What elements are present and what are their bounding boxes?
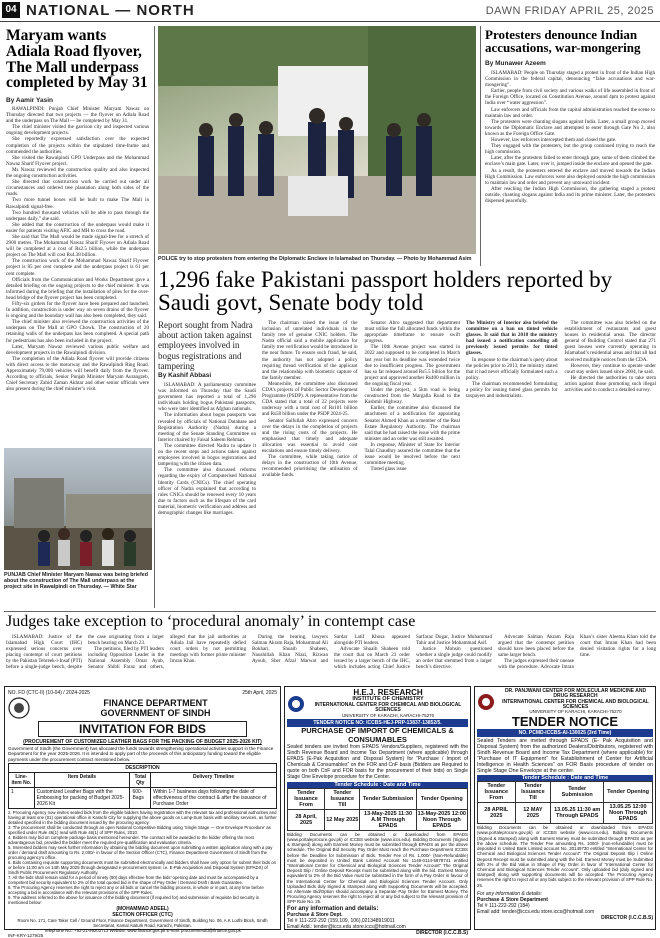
hej-tel: Tel # 111-222-292 (159,109, 106),021348919011 — [287, 917, 395, 924]
protest-photo-icon — [158, 26, 476, 254]
col-header: Tender Submission — [360, 788, 416, 809]
passport-deck: Report sought from Nadra about action taken against employees involved in bogus registrations and tampering — [158, 320, 253, 371]
ad-clauses — [8, 810, 277, 906]
section-title: NATIONAL — NORTH — [26, 2, 195, 19]
col-header: Tender Issuance Till — [325, 788, 360, 809]
paragraph: Advocate Shoaib Shaheen told the court that on March 23 order issued by a larger bench of the IHC, which includes acting Chief Justice Sarfaraz Dogar, Justice Muhammad Tahir and Justice Mohammad Asif. — [334, 634, 492, 671]
hej-body: Sealed tenders are invited from EPADS Vendors/Suppliers, registered with the Sindh Revenue Board and Income Tax Department (where applicable) through EPADS (E-Pak Acquisition and Disposal System) for “Purchase / Import of Chemicals & Consumables” on the FOR and CnF basis (Bidders are Required to quote on both CnF and FOR basis for the procurement of their bids) on Single Stage One Envelope procedure for the Center. — [287, 744, 468, 780]
paragraph: The committee, while taking notice of delays in the construction of 10th Avenue, recommended prioritising the utilisation of available funds. — [262, 454, 358, 479]
paragraph: Officials from the Communication and Works Department gave a detailed briefing on the ongoing projects to the chief minister. It was informed during the briefing that the installation of piles for the over-head bridge of the flyover project has been completed. — [6, 276, 149, 301]
paragraph: They engaged with the protesters, but the group continued trying to reach the high commission. — [485, 143, 655, 156]
ad-title: INVITATION FOR BIDS — [38, 721, 247, 737]
finance-bid-ad — [4, 686, 281, 938]
ad-address: Room No. 171, Care Taker Cell / Ground Floor, Finance Department, Government of Sindh, Building No. 06, A.K Lodhi Block, Sindh Secretariat, Kamal Ataturk Road, Karachi, Pakistan. — [17, 918, 268, 929]
paragraph: The chairman raised the issue of the inclusion of unrelated individuals in the family tree of genuine CNIC holders. The Nadra official said a mobile application for family tree verification would be introduced in the near future. To ensure such fraud, he said, the authority has not adopted a policy requiring thread verification of the applicant and the relationship with biometric capture of the family member. — [262, 320, 358, 381]
ad-contact: Telephone No.: +92-21-99203713 Website: www.finance.gos.pk E-mail: procurementfd@finance.gos.pk — [44, 928, 241, 934]
panjwani-no: NO. PCMD-ICCBS-AI-130025 (3rd Time) — [477, 729, 653, 737]
paragraph: The construction work of the Mohammad Nawaz Sharif Flyover project is 85 per cent complete and the underpass project is 61 per cent complete. — [6, 258, 149, 277]
col-header: Line- item No. — [9, 773, 35, 788]
table-cell: 13.05.25 11:30 am Through EPADS — [551, 803, 604, 824]
hej-tender-ad — [284, 686, 471, 936]
passport-headline[interactable]: 1,296 fake Pakistani passport holders reported by Saudi govt, Senate body told — [158, 267, 613, 316]
panjwani-notes: Bidding Documents can be obtained or downloaded from EPADS (www.portaleprocure.gov.pk) or ICCBS website (www.iccs.edu). Bidding Documents (Signed & Stamped) along with Earnest Money must be submitted through EPADS as per the above schedule. The Tender Fee amounting Rs. 1000/- (non-refundable) must be deposited in United Bank Limited account No. 20149730 entitled “International Center for Chemical and Biological Sciences Tender Account”. The Original Deposit Slip / Online Deposit Receipt must be submitted along with the bid. Earnest Money must be Submitted with 2% of the Bid Value in Shape of Pay Order in favor of “International Center for Chemical and Biological Sciences Tender Account”. Only uploaded bid (duly signed and stamped) along with supporting documents will be accepted. The Procuring Agency reserves the right to reject all or any bids subject to the relevant provision of SPP Rule No. 25. — [477, 825, 653, 888]
paragraph: Earlier, the committee also discussed the attachment of a notification for appointing Senator Ahmed Khan as a member of the Real Estate Regulatory Authority. The chairman said that he had raised the issue with the prime minister and an order was still awaited. — [364, 405, 460, 442]
table-row — [9, 788, 277, 809]
paragraph: Meanwhile, the committee also discussed CDA’s projects of Public Sector Development Programme (PSDP). A representative from the CDA stated that a total of 22 projects were underway with a total cost of Rs101 billion and Rs58 billion under the PSDP 2024-25. — [262, 380, 358, 418]
paragraph: After reaching the Indian High Commission, the gathering staged a protest outside, chanting slogans against India and its prime minister. Later, the protesters dispersed peacefully. — [485, 185, 655, 204]
ad-dept: FINANCE DEPARTMENT — [103, 698, 208, 708]
paragraph: During the hearing, lawyers Salman Akram Raja, Mohammad Ali Bokhari, Shoaib Shaheen, Naushillah Khan Niazi, Rizwan Ayoub, Sher Afzal Marwat and Sardar Latif Khosa appeared alongside PTI leaders. — [252, 634, 410, 665]
col-header: Tender Opening — [416, 788, 467, 809]
flyover-byline: By Aamir Yasin — [6, 97, 53, 104]
construction-photo-icon — [4, 448, 152, 570]
ad-clause: 4. Bidders may bid on complete package basis mentioned hereunder. The contract will be awarded to the bidder offering the most advantageous bid, provided the bidder meet the required pre-qualification and evaluation criteria. — [8, 835, 254, 846]
panjwani-masthead — [477, 689, 653, 715]
paragraph: However, law enforcers intercepted them and closed the gate. — [491, 137, 617, 144]
paragraph: Earlier, people from civil society and various walks of life assembled in front of the Foreign Office, located on Constitution Avenue, around 4pm to protest against India over “water aggression”. — [485, 88, 655, 107]
ad-desc-header: DESCRIPTION — [9, 764, 277, 773]
hej-purchase: PURCHASE OF IMPORT OF CHEMICALS & CONSUMABLES — [301, 726, 454, 744]
passport-byline: By Kashif Abbasi — [158, 372, 212, 379]
col-header: Tender Issuance Till — [515, 782, 551, 803]
table-cell: 12 May 2025 — [325, 809, 360, 830]
panjwani-schedule-title: Tender Schedule : Date and Time — [477, 775, 653, 781]
paragraph: Later, after the protesters failed to enter through gate, some of them climbed the enclave’s main gate. Later, over it, jumped inside the enclave and opened the gate. — [485, 155, 655, 168]
ad-officer: (MOHAMMAD ADEEL) — [116, 906, 169, 913]
ad-topline — [8, 690, 277, 696]
flyover-photo — [4, 448, 152, 570]
table-cell: 13.05.25 12:00 Noon Through EPADS — [604, 803, 653, 824]
panjwani-info: For any information & details: — [477, 891, 543, 898]
paragraph: In response, Minister of State for Interior Talal Chaudhry assured the committee that the issue would be resolved before the next committee meeting. — [364, 441, 460, 467]
ad-clause: 2. Procuring Agency now invites sealed bids from the eligible bidders having registration with the relevant tax and professional authorities and having at least one (01) operational office in Karachi City for supplying the above goods on Lump-Sum basis with ancillary services, as further detailed specified in the bidding document issued by the procuring agency. — [8, 810, 277, 826]
col-header: Item Details — [34, 773, 130, 788]
col-header: Tender Opening — [604, 782, 653, 803]
paragraph: Ms Nawaz reviewed the construction quality and also inspected the ongoing construction activities. — [6, 166, 149, 180]
table-cell: Within 1-7 business days following the date of effectiveness of the contract & after the issuance of Purchase Order — [151, 788, 277, 809]
col-header: Tender Issuance From — [478, 782, 516, 803]
protest-byline: By Munawer Azeem — [485, 60, 546, 67]
edition-date: DAWN FRIDAY APRIL 25, 2025 — [485, 5, 654, 17]
protest-body — [485, 70, 655, 266]
panjwani-uni: UNIVERSITY OF KARACHI, KARACHI-75270 — [529, 709, 622, 714]
paragraph: She added that the construction of the underpass would make it easier for patients visiting AFIC and MH to cross the road. — [6, 221, 149, 234]
page-number: 04 — [2, 2, 20, 18]
paragraph: She said that The Mall would be made signal-free for a stretch of 2900 metres. The Mohammad Nawaz Sharif Flyover on Adiala Road will be completed at a cost of Rs2.5 billion, while the underpass project on The Mall will cost Rs4.38 billion. — [6, 233, 149, 259]
paragraph: However, they continue to operate under court stay orders issued since 2004, he said. — [564, 362, 656, 375]
col-header: Tender Submission — [551, 782, 604, 803]
paragraph: Two more tunnel boxes will be built to make The Mall in Rawalpindi signal-free. — [6, 197, 149, 210]
panjwani-body: Sealed Tenders are invited through EPADS (E- Pak Acquisition and Disposal System) from the authorized Dealers/Distributors, registered with Sindh Revenue Board and Income Tax Department (where applicable) for “Purchase of IT Equipment” for Establishment of Center for Artificial Intelligence in Health Sciences” on FOR Basis procedure of tender on Single Stage One Envelope at the center. — [477, 737, 653, 775]
paragraph: In response to the chairman’s query about the policies prior to 2013, the ministry stated that it had never officially formulated such a policy. — [466, 356, 558, 381]
paragraph: The petitions, filed by PTI leaders including Opposition Leader in the National Assembly Omar Ayub, Senator Shibli Faraz and others, alleged that the jail authorities at Adiala Jail have repeatedly defied court orders by not permitting meetings with former prime minister Imran Khan. — [88, 634, 246, 671]
paragraph: The committee directed Nadra to update it on the recent steps and actions taken against employees involved in bogus registrations and tampering with the citizen data. — [158, 442, 256, 468]
paragraph: She reportedly expressed satisfaction over the expected completion of the projects within the stipulated time-frame and commended the authorities. — [6, 136, 149, 155]
column-rule — [480, 26, 481, 266]
paragraph: ISLAMABAD: People on Thursday staged a protest in front of the Indian High Commission in the federal capital, denouncing “false accusations and war-mongering”. — [485, 70, 655, 89]
protest-headline[interactable]: Protesters denounce Indian accusations, war-mongering — [485, 27, 641, 56]
hej-schedule-table — [287, 788, 468, 831]
table-cell: 28 April, 2025 — [288, 809, 325, 830]
paragraph: RAWALPINDI: Punjab Chief Minister Maryam Nawaz on Thursday directed that two projects — the flyover on Adiala Road and the underpass on The Mall — be completed by May 31. — [6, 106, 149, 125]
table-cell: 12 MAY 2025 — [515, 803, 551, 824]
hej-email: Email Add.: tender@iccs.edu store.iccs@hotmail.com — [287, 923, 406, 930]
section-rule — [4, 611, 656, 612]
paragraph: The chairman recommended formulating a policy for issuing tinted glass permits for taxpayers and industrialists. — [466, 380, 558, 400]
panjwani-name: DR. PANJWANI CENTER FOR MOLECULAR MEDICINE AND DRUG RESEARCH — [504, 688, 647, 700]
contempt-body — [6, 634, 656, 684]
passport-body-end — [466, 320, 656, 608]
hej-info: For any information and details: — [287, 905, 379, 912]
passport-body-mid — [262, 320, 460, 608]
ad-clause: 8. The Procuring Agency reserves the right to reject any or all bids or cancel the bidding process, in whole or in part, at any time before accepting a bid in accordance with the relevant provisions of the SPP Rules. — [8, 885, 264, 896]
ad-clause: 3. The procurement shall be conducted through an open National Competitive Bidding using ‘Single Stage — One Envelope Procedure’ as specified under Rule 46(1) read with Rule 46(1) of SPP Rules, 2010. — [8, 825, 271, 836]
ad-ref: NO. FD (CTC-II) (10-04) / 2024-2025 — [8, 690, 90, 696]
paragraph: The committee was also briefed on the establishment of restaurants and guest houses in residential areas. The director general of Building Control stated that 271 guest houses were currently operating in Islamabad’s residential areas and that all had received multiple notices from the CDA. — [564, 320, 656, 363]
paragraph: Fifty-six girders for the flyover have been prepared and launched. In addition, construction is under way on seven drains of the flyover is ongoing and the boundary wall has also been completed, they said. — [6, 301, 149, 320]
col-header: Total Qty — [130, 773, 151, 788]
paragraph: The chief minister visited the garrison city and inspected various ongoing development projects. — [6, 124, 149, 137]
contempt-headline[interactable]: Judges take exception to ‘procedural anomaly’ in contempt case — [6, 613, 416, 630]
paragraph: As a result, the protesters entered the enclave and moved towards the Indian High Commission. Law enforcers were also deployed outside the high commission to maintain law and order and prevent any untoward incident. — [485, 167, 655, 186]
table-cell: 600-Bags — [130, 788, 151, 809]
table-row — [478, 803, 653, 824]
panjwani-store: Purchase & Store Department — [477, 897, 548, 904]
paragraph: Tinted glass issue — [370, 466, 407, 473]
passport-body-lead — [158, 382, 256, 608]
panjwani-center: INTERNATIONAL CENTER FOR CHEMICAL AND BIOLOGICAL SCIENCES — [502, 698, 649, 710]
panjwani-email: Email add: tender@iccs.edu store.iccs@hotmail.com — [477, 909, 595, 916]
ad-govt: GOVERNMENT OF SINDH — [100, 708, 211, 718]
paragraph: The chief minister also reviewed the construction activities of the underpass on The Mall at GPO Chowk. The construction of 20 retaining walls of the underpass has been completed. A special path for pedestrians has also been included in the project. — [6, 319, 149, 344]
ad-clause: 5. Interested bidders may seek further information by obtaining the bidding document upon submitting a written application along with a pay order / demand draft amounting to Rs. 2,000/- in favour of the Section Officer (CTC), Finance Department Government of Sindh from the procuring agency’s office. — [8, 845, 273, 861]
ad-clause: 6. Bids containing requisite supporting documents must be submitted electronically and bidders shall have only option for submit their bids on or before 11:00 am on 14th May 2025 through designated e-procurement system i.e. E-Pak Acquisition and Disposal System (EPADS) of Sindh Public Procurement Regulatory Authority. — [8, 860, 276, 876]
table-cell: 13-May-2025 12:00 Noon Through EPADS — [417, 810, 466, 829]
ad-intro: Government of Sindh (the Government) has allocated the funds towards strengthening operational activities support in the Finance Department for the year 2025-2026. It is intended to apply part of the proceeds of this anticipatory funding toward the eligible payments under the procurement contract mentioned below. — [8, 746, 274, 762]
hej-name2: INSTITUTE OF CHEMISTRY — [352, 696, 424, 703]
paragraph: The completion of the Adiala Road flyover will provide citizens with direct access to the motorway and the Rawalpindi Ring Road. Approximately 79,000 vehicles will benefit daily from the flyover. According to officials, Senior Punjab Minister Maryam Aurangzeb, Chief Secretary Zahid Zaman Akhtar and other senior officials were also present during the chief minister’s visit. — [6, 355, 149, 393]
paragraph: The committee also discussed reforms regarding the expiry of Computerised National Identity Cards (CNICs). The chief operating officer of Nadra explained that according to rules CNICs should be renewed every 10 years due to factors such as the lifespan of the card material, biometric verification and address and demographic changes like marriages. — [158, 467, 256, 516]
hej-notes: Bidding Documents can be obtained or downloaded from EPADS (www.portaleprocure.gov.pk) or ICCBS website (www.iccs.edu). Bidding Documents (Signed & Stamped) along with Earnest Money must be submitted through EPADS as per the above schedule. The Original Bid Security Pay Order Must reach the Purchase Department ICCBS before the Deadline for Submission of Bids. Tender Fee of Rs. 1,000/- (Non-Refundable) must be deposited in United Bank Limited Account No 1149-0114-5979741 entitled “International Center for Chemical and Biological Sciences Tender Account” The Original Deposit Slip / Online Deposit Receipt must be submitted along with the bid. Earnest Money equivalent to 2% of the Bid Value must be submitted in the form of a Pay Order in favour of the International Center for Chemical and Biological Sciences Tender Account. Only Uploaded Bids duly Signed & Stamped along with Supporting Documents will be accepted. An Alternate Bid/Option should accompany a Separate Pay Order for Earnest Money. The Procuring Agency reserves the right to reject all or any bid subject to the relevant provision of SPP Rule No. 25. — [287, 831, 468, 905]
ad-code: INF-KRY-1279/25 — [8, 933, 44, 938]
table-row — [288, 809, 468, 830]
paragraph: ISLAMABAD: Justice of the Islamabad High Court (IHC) expressed serious concerns over placing contempt of court petitions by the Pakistan Tehreek-i-Insaf (PTI) before a single-judge bench, despite the case originating from a larger bench hearing on March 23. — [6, 634, 164, 671]
col-header: Delivery Timeline — [151, 773, 277, 788]
ad-office: SECTION OFFICER (CTC) — [112, 912, 173, 919]
paragraph: The 10th Avenue project was started in 2022 and supposed to be completed in March last year but its deadline was extended twice due to insufficient progress. The government has so far released around Rs5.5 billion for the project and approved another Rs400 million in the ongoing fiscal year. — [364, 344, 460, 387]
paragraph: Law enforcers and officials from the capital administration reached the scene to maintain law and order. — [485, 106, 655, 119]
hej-name: H.E.J. RESEARCH — [353, 688, 423, 697]
paragraph: The information about bogus passports was revealed by officials of National Database and Registration Authority (Nadra) during a meeting of the Senate Standing Committee on Interior chaired by Faisal Saleem Rehman. — [158, 412, 256, 443]
panjwani-director: DIRECTOR (I.C.C.B.S) — [601, 915, 653, 922]
paragraph: He directed the authorities to take stern action against those promoting such illegal activities and to conduct a detailed survey. — [564, 374, 656, 394]
protest-photo — [158, 26, 476, 254]
hej-uni: UNIVERSITY OF KARACHI, KARACHI-75270 — [341, 712, 435, 718]
column-rule — [154, 26, 155, 608]
hej-director: DIRECTOR (I.C.C.B.S) — [416, 929, 468, 936]
table-cell: Customized Leather Bags with the Embossing for packing of Budget 2025-2026 Kit — [34, 788, 130, 809]
ad-date: 25th April, 2025 — [242, 690, 277, 696]
paragraph: ISLAMABAD: A parliamentary committee was informed on Thursday that the Saudi government has reported a total of 1,296 individuals holding bogus Pakistani passports, who were later identified as Afghan nationals. — [158, 382, 256, 413]
panjwani-tender-ad — [474, 686, 656, 930]
paragraph: Senator Saifullah Abro expressed concern over the delays in the completion of projects and the rising costs of the projects. He emphasised that timely and adequate allocation was essential to avoid cost escalations and ensure timely delivery. — [262, 417, 358, 454]
hej-masthead — [287, 689, 468, 718]
protest-photo-caption: POLICE try to stop protesters from entering the Diplomatic Enclave in Islamabad on Thursday. — Photo by Mohammad Asim — [158, 256, 472, 262]
page-header — [0, 0, 660, 22]
ad-masthead — [8, 697, 277, 719]
panjwani-tel: Tel # 111-222-292 (184) — [477, 903, 530, 910]
subheading: The Ministry of Interior also briefed the committee on a ban on tinted vehicle glasses. It said that in 2018 the ministry had issued a notification cancelling all previously issued permits for tinted glasses. — [466, 320, 558, 357]
paragraph: The judges expressed their unease with the procedure. Advocate Imran Khan’s sister Aleema Khan told the court that Imran Khan had been denied visitation rights for a long time. — [498, 634, 656, 671]
panjwani-title: TENDER NOTICE — [511, 713, 619, 729]
paragraph: Advocate Salman Akram Raja argued that the contempt petition should have been placed before the same larger bench. — [498, 634, 574, 659]
panjwani-schedule-table — [477, 781, 653, 824]
ad-clause: 9. The address referred to the above for issuance of the bidding document (if required for) and submission of requisite bid security is mentioned below: — [8, 895, 259, 906]
hej-store: Purchase & Store Dept. — [287, 911, 343, 918]
ad-clause: 7. All the bids shall remain valid for a period of ninety (90) days effective from the bids’ opening date and must be accompanied by a competent bid security equivalent to 2% of the total quoted bid in the shape of Pay Order / Demand Draft / Bank Guarantee. — [8, 875, 259, 886]
table-cell: 13-May-2025 11:30 A.M Through EPADS — [360, 809, 416, 830]
paragraph: Under the project, a 5km road is being constructed from the Margalla Road to the Kashmir Highway. — [364, 387, 460, 406]
sindh-emblem-icon — [8, 697, 30, 719]
hej-tender-no: TENDER NOTICE NO: ICCBS-HEJ-PRP-13837-13852/5. — [287, 719, 468, 727]
ad-subtitle: (PROCUREMENT OF CUSTOMIZED LEATHER BAGS FOR THE PACKING OF BUDGET 2025-2026 KIT) — [23, 739, 262, 745]
flyover-headline[interactable]: Maryam wants Adiala Road flyover, The Mall underpass completed by May 31 — [6, 27, 148, 92]
paragraph: Two hundred thousand vehicles will be able to pass through the underpass daily,” she said. — [6, 209, 149, 222]
table-cell: 28 APRIL 2025 — [478, 803, 516, 824]
paragraph: Later, Maryam Nawaz reviewed various public welfare and development projects in the Rawalpindi division. — [6, 343, 149, 356]
paragraph: She directed that construction work be carried out under all circumstances and ordered tree plantation along both sides of the roads. — [6, 179, 149, 198]
paragraph: Senator Abro suggested that department must utilise the full allocated funds within the appropriate timeframe to ensure swift progress. — [364, 320, 460, 345]
paragraph: The protesters were chanting slogans against India. Later, a small group moved towards the Diplomatic Enclave and attempted to enter through Gate No 2, also known as the Foreign Office Gate. — [485, 118, 655, 137]
paragraph: Justice Mohsin questioned whether a single judge could modify an order that stemmed from a larger bench’s directive. — [416, 646, 492, 671]
flyover-photo-caption: PUNJAB Chief Minister Maryam Nawaz was being briefed about the construction of The Mall underpass at the project site in Rawalpindi on Thursday. — White Star — [4, 572, 148, 590]
ad-description-table — [8, 763, 277, 809]
col-header: Tender Issuance From — [288, 788, 325, 809]
paragraph: She visited the Rawalpindi GPO Underpass and the Mohammad Nawaz Sharif Flyover project. — [6, 154, 149, 167]
table-cell: 1 — [9, 788, 35, 809]
panjwani-logo-icon — [477, 693, 495, 711]
hej-center: INTERNATIONAL CENTER FOR CHEMICAL AND BIOLOGICAL SCIENCES — [314, 702, 462, 714]
hej-schedule-title: Tender Schedule : Date and Time — [287, 782, 468, 788]
hej-logo-icon — [287, 695, 305, 713]
